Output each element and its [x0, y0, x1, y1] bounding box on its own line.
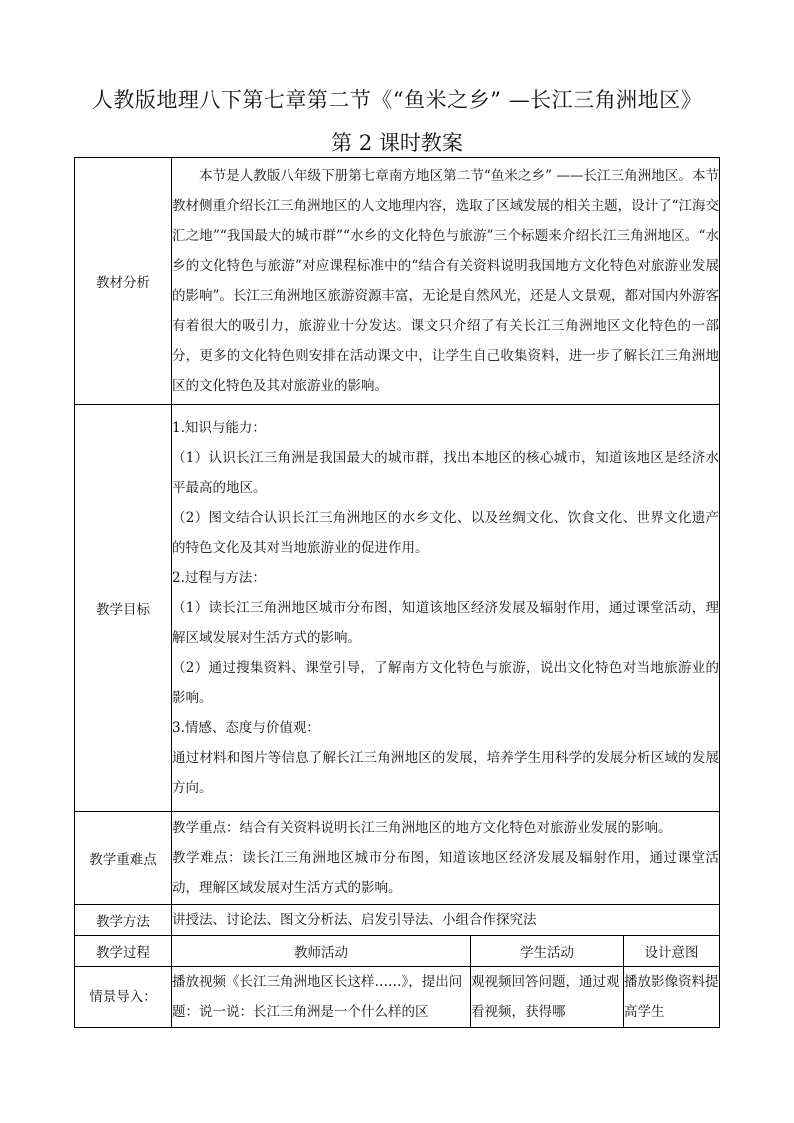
intro-col2: 播放视频《长江三角洲地区长这样……》，提出问题：说一说：长江三角洲是一个什么样的区 [172, 967, 471, 1028]
goals-line: （2）通过搜集资料、课堂引导，了解南方文化特色与旅游，说出文化特色对当地旅游业的影响。 [172, 660, 720, 706]
key-points-content [172, 812, 720, 905]
document-subtitle: 第 2 课时教案 [331, 131, 463, 155]
goals-line: 3.情感、态度与价值观： [172, 720, 320, 736]
key-points-row [75, 812, 720, 905]
intro-row [75, 967, 720, 1028]
analysis-row [75, 158, 720, 405]
goals-line: （1）读长江三角洲地区城市分布图，知道该地区经济发展及辐射作用，通过课堂活动，理解区域发展对生活方式的影响。 [172, 600, 720, 646]
analysis-text: 本节是人教版八年级下册第七章南方地区第二节“鱼米之乡” ——长江三角洲地区。本节教材侧重介绍长江三角洲地区的人文地理内容，选取了区域发展的相关主题，设计了“江海交汇之地”“我国最大的城市群”“水乡的文化特色与旅游”三个标题来介绍长江三角洲地区。“水乡的文化特色与旅游”对应课程标准中的“结合有关资料说明我国地方文化特色对旅游业发展的影响”。长江三角洲地区旅游资源丰富，无论是自然风光，还是人文景观，都对国内外游客有着很大的吸引力，旅游业十分发达。课文只介绍了有关长江三角洲地区文化特色的一部分，更多的文化特色则安排在活动课文中，让学生自己收集资料，进一步了解长江三角洲地区的文化特色及其对旅游业的影响。 [172, 168, 720, 394]
intro-col3: 观视频回答问题，通过观看视频，获得哪 [471, 967, 624, 1028]
methods-content: 讲授法、讨论法、图文分析法、启发引导法、小组合作探究法 [172, 905, 720, 936]
goals-label: 教学目标 [75, 405, 172, 812]
goals-line: 2.过程与方法： [172, 570, 266, 586]
document-title: 人教版地理八下第七章第二节《“鱼米之乡” —长江三角洲地区》 [91, 88, 703, 112]
process-header-col4: 设计意图 [624, 936, 720, 967]
methods-label: 教学方法 [75, 905, 172, 936]
lesson-plan-table [74, 157, 720, 1028]
process-header-col3: 学生活动 [471, 936, 624, 967]
analysis-content [172, 158, 720, 405]
goals-line: （2）图文结合认识长江三角洲地区的水乡文化、以及丝绸文化、饮食文化、世界文化遗产的特色文化及其对当地旅游业的促进作用。 [172, 510, 720, 556]
process-header-col2: 教师活动 [172, 936, 471, 967]
key-point-line: 教学重点：结合有关资料说明长江三角洲地区的地方文化特色对旅游业发展的影响。 [172, 820, 672, 836]
process-header-col1: 教学过程 [75, 936, 172, 967]
process-header-row [75, 936, 720, 967]
key-points-label: 教学重难点 [75, 812, 172, 905]
goals-content [172, 405, 720, 812]
goals-line: 1.知识与能力： [172, 420, 266, 436]
intro-col4: 播放影像资料提高学生 [624, 967, 720, 1028]
intro-col1: 情景导入： [75, 967, 172, 1028]
goals-line: 通过材料和图片等信息了解长江三角洲地区的发展，培养学生用科学的发展分析区域的发展方向。 [172, 750, 720, 796]
goals-row [75, 405, 720, 812]
key-point-line: 教学难点：读长江三角洲地区城市分布图，知道该地区经济发展及辐射作用，通过课堂活动，理解区域发展对生活方式的影响。 [172, 850, 720, 896]
methods-row [75, 905, 720, 936]
goals-line: （1）认识长江三角洲是我国最大的城市群，找出本地区的核心城市，知道该地区是经济水平最高的地区。 [172, 450, 720, 496]
analysis-label: 教材分析 [75, 158, 172, 405]
